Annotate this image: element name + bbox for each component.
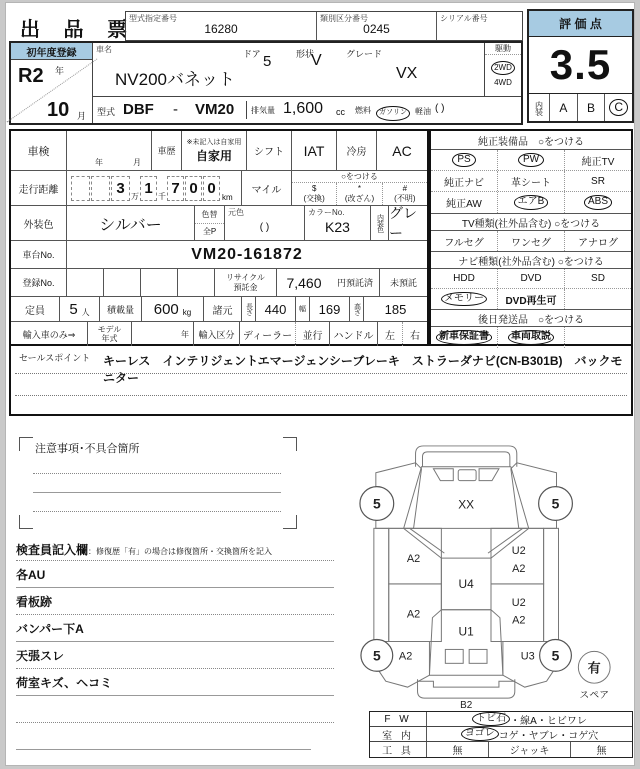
inspector-blank-line-2 [16,723,311,750]
mile-circle-note: ○をつける [292,171,427,183]
cooling-value: AC [376,131,427,170]
wheel-rear-right-grade: 5 [551,647,560,664]
equipment-genuine-aw: 純正AW [446,199,482,210]
main-table [9,129,429,346]
jack-label: ジャッキ [488,742,570,757]
displacement-value: 1,600 [283,100,324,117]
model-year-label: モデル 年式 [87,322,131,346]
vehicle-name-row [93,43,484,96]
mileage-sen-unit: 千 [158,192,166,201]
fw-label: F W [384,713,412,725]
model-designation-label: 型式指定番号 [129,14,177,23]
capacity-value: 5 [69,300,78,318]
room-circled-value: ヨゴレ [461,727,499,742]
mile-option-exchange: $ (交換) [303,184,325,203]
equipment-memory-selected: メモリー [431,289,497,309]
rear-door-right-code-2: A2 [512,614,526,627]
registration-blank-2 [103,269,140,296]
inspector-item-2: 看板跡 [16,588,334,615]
interior-color-value: グレー [388,206,427,240]
history-label: 車歴 [151,131,181,170]
capacity-unit: 人 [81,307,90,317]
reg-year-value: R2 [18,65,44,87]
model-label: 型式 [97,107,116,117]
first-registration-cell [11,43,93,123]
equipment-fullseg: フルセグ [444,237,484,249]
score-box [527,9,634,123]
mileage-unit: km [222,193,233,202]
inspector-subtitle: ：修復歴「有」の場合は修復箇所・交換箇所を記入 [88,547,273,556]
header-code-box [125,11,523,41]
class-section-cell [316,12,436,40]
model-designation-cell [126,12,316,40]
tail-lamp-left [445,649,463,663]
condition-table [369,711,633,758]
import-parallel: 並行 [295,322,329,346]
cowl-left [433,469,453,481]
inspector-item-5: 荷室キズ、ヘコミ [16,669,334,696]
equipment-leather-seat: 革シート [497,171,564,191]
equipment-ps-selected: PS [431,150,497,170]
interior-grade-c-selected: C [604,94,632,121]
color-no-label: カラーNo. [308,208,345,217]
side-rail-left [374,528,389,641]
history-note: ※未記入は自家用 [186,139,242,146]
notes-corner-tr [283,437,297,451]
score-value: 3.5 [549,41,612,88]
shape-value: V [311,52,322,69]
tailgate-panel [429,610,502,676]
equipment-analog: アナログ [564,231,631,251]
fuel-gasoline-selected: ガソリン [376,101,410,121]
rear-bumper-inner [418,681,515,687]
rear-door-right [491,584,544,642]
equipment-oneseg: ワンセグ [497,231,564,251]
mileage-digit-6: 0 [185,176,202,201]
interior-grade-a: A [549,94,577,121]
original-color-label: 元色 [228,208,244,217]
mileage-label: 走行距離 [18,184,59,196]
handle-left: 左 [377,322,402,346]
tail-lamp-right [469,649,487,663]
inspector-item-4: 天張スレ [16,642,334,669]
tool-label: 工 具 [382,746,414,757]
room-options: コゲ・ヤブレ・コゲ穴 [498,730,599,742]
equipment-sd: SD [564,269,631,288]
mileage-digit-3: 3 [111,176,130,201]
fuel-paren: ( ) [435,103,445,114]
notes-title: 注意事項･不具合箇所 [35,443,140,455]
capacity-label: 定員 [25,305,45,317]
page-title: 出 品 票 [20,19,137,41]
inspector-item-1: 各AU [16,561,334,588]
front-door-right-code-2: A2 [512,563,526,576]
equipment-abs-selected: ABS [564,192,631,213]
sales-points-box [9,346,633,416]
fuel-diesel: 軽油 [415,107,431,116]
room-value [426,727,632,741]
equipment-header-later-shipment: 後日発送品 ○をつける [431,309,631,327]
displacement-label: 排気量 [246,101,275,119]
import-dealer: ディーラー [239,322,295,346]
interior-grade-b: B [577,94,605,121]
a-pillar-left-inner [410,528,445,553]
door-label: ドア [243,49,261,59]
mile-option-tampered: * (改ざん) [336,183,381,205]
notes-line-1 [33,473,281,474]
rear-quarter-left-code: A2 [398,650,413,663]
rear-bumper-outline [418,679,515,698]
front-door-right-code-1: U2 [511,545,526,558]
displacement-unit: cc [336,107,345,117]
grade-value: VX [396,65,418,82]
mile-label: マイル [241,171,291,205]
original-color-cell [224,206,304,240]
rear-door-left-code: A2 [406,608,421,621]
front-bumper-outline [416,446,517,467]
equipment-genuine-tv: 純正TV [564,150,631,170]
cooling-label: 冷房 [336,131,376,170]
sales-points-label: セールスポイント [19,353,91,363]
sales-line-1 [15,373,627,374]
sales-line-2 [15,395,627,396]
mile-options [291,171,427,205]
equipment-header-navi-type: ナビ種類(社外品含む) ○をつける [431,251,631,269]
class-section-label: 類別区分番号 [320,14,368,23]
dimensions-label: 諸元 [203,297,241,321]
notes-line-3 [33,511,281,512]
reg-month-unit: 月 [77,111,87,121]
equipment-shipment-blank [564,327,631,348]
recycle-label: リサイクル 預託金 [214,269,276,296]
length-value: 440 [255,297,295,321]
length-label: 長さ [241,297,255,321]
load-label: 積載量 [99,297,141,321]
notes-corner-tl [19,437,33,451]
mile-option-unknown: # (不明) [382,183,427,205]
registration-blank-1 [66,269,103,296]
color-change-cell [194,206,224,240]
color-no-cell [304,206,370,240]
fw-circled-value: トビ石 [472,712,510,727]
all-paint-label: 全P [202,227,217,237]
car-damage-diagram [346,437,634,709]
equipment-dvd: DVD [497,269,564,288]
mileage-digits [66,171,241,205]
rear-quarter-right-code: U3 [520,650,535,663]
model-code2: VM20 [195,101,235,118]
side-rail-right [544,528,559,641]
wheel-front-left-grade: 5 [372,495,381,512]
shaken-year-unit: 年 [95,158,103,167]
interior-grade-label: 内装 [534,100,544,115]
fw-value [426,712,632,726]
width-value: 169 [309,297,349,321]
door-value: 5 [263,53,272,70]
mileage-digit-1 [71,176,90,201]
score-header: 評 価 点 [529,11,632,37]
drive-4wd: 4WD [494,78,512,87]
notes-corner-br [283,515,297,529]
original-color-paren: ( ) [259,221,270,233]
chassis-label: 車台No. [22,250,55,260]
equipment-header-genuine: 純正装備品 ○をつける [431,131,631,150]
equipment-manual-selected: 車両取説 [497,327,564,348]
model-year-blank: 年 [131,322,193,346]
model-dash: - [173,101,178,118]
import-only-label: 輸入車のみ⇒ [22,329,76,340]
load-value: 600 [153,300,179,318]
equipment-panel [429,129,633,346]
sales-points-text: キーレス インテリジェントエマージェンシーブレーキ ストラーダナビ(CN-B301B) バックモニター [103,354,623,385]
registration-no-label: 登録No. [22,278,55,288]
interior-color-label: 内装色 [370,206,388,240]
auction-sheet [5,2,635,766]
mileage-digit-4: 1 [140,176,157,201]
equipment-header-tv-type: TV種類(社外品含む) ○をつける [431,213,631,231]
equipment-sunroof: SR [564,171,631,191]
inspector-header [16,541,334,561]
load-cell [141,297,203,321]
equipment-warranty-selected: 新車保証書 [431,327,497,348]
handle-label: ハンドル [329,322,377,346]
vehicle-name-value: NV200バネット [115,70,235,89]
model-row [93,96,521,123]
history-value: 自家用 [195,149,232,163]
serial-cell [436,12,522,40]
inspector-title: 検査員記入欄 [16,543,89,557]
model-designation-value: 16280 [204,22,238,36]
registration-blank-3 [140,269,177,296]
serial-label: シリアル番号 [440,14,488,23]
grade-label: グレード [346,49,383,59]
color-no-value: K23 [325,219,350,235]
mileage-digit-2 [91,176,110,201]
exterior-color-label: 外装色 [23,219,54,231]
tool-value: 無 [426,742,488,757]
notes-corner-bl [19,515,33,529]
front-bumper-inner [422,452,509,467]
first-registration-label: 初年度登録 [11,43,92,60]
fuel-label: 燃料 [355,106,371,115]
recycle-amount: 7,460 [276,269,331,296]
capacity-cell [59,297,99,321]
rear-bumper-code: B2 [460,700,473,709]
drive-2wd-selected: 2WD [491,61,515,75]
handle-right: 右 [402,322,427,346]
mileage-digit-5: 7 [167,176,184,201]
registration-blank-4 [177,269,214,296]
wheel-front-right-grade: 5 [551,495,560,512]
cowl-center [458,470,476,481]
height-value: 185 [363,297,427,321]
mileage-man-unit: 万 [131,192,139,201]
equipment-hdd: HDD [453,273,475,284]
vehicle-block [9,41,523,125]
rear-door-right-code-1: U2 [511,596,526,609]
drive-cell [484,43,521,96]
equipment-dvd-playable: DVD再生可 [497,289,564,309]
inspector-blank-line-1 [16,696,334,723]
spare-label: スペア [579,690,610,702]
equipment-genuine-navi: 純正ナビ [444,177,484,189]
spare-value: 有 [587,660,601,676]
width-label: 幅 [295,297,309,321]
reg-month-value: 10 [47,99,70,121]
notes-line-2 [33,492,281,493]
shift-label: シフト [246,131,291,170]
equipment-airbag-selected: エアB [497,192,564,213]
cowl-right [479,469,499,481]
model-code1: DBF [123,101,154,118]
vehicle-name-label: 車名 [96,45,112,54]
shift-value: IAT [291,131,336,170]
equipment-navi-blank [564,289,631,309]
shaken-label: 車検 [27,145,50,158]
equipment-pw-selected: PW [497,150,564,170]
height-label: 高さ [349,297,363,321]
tailgate-code: U1 [458,624,474,639]
fw-options: ・線A・ヒビワレ [510,715,587,727]
drive-label: 駆動 [485,43,521,55]
jack-value: 無 [570,742,632,757]
reg-year-unit: 年 [55,66,65,76]
room-label: 室 内 [382,730,414,742]
roof-code: U4 [458,576,474,591]
chassis-value: VM20-161872 [66,241,427,268]
class-section-value: 0245 [363,22,390,36]
wheel-rear-left-grade: 5 [372,647,381,664]
inspector-item-3: バンパー下A [16,615,334,642]
recycle-deposited-label: 円預託済 [336,278,373,288]
shape-label: 形状 [296,49,315,59]
history-cell [181,131,246,170]
recycle-none-label: 未預託 [379,269,427,296]
mileage-digit-7: 0 [203,176,220,201]
notes-box [19,437,297,529]
load-unit: kg [182,307,192,317]
import-type-label: 輸入区分 [193,322,239,346]
inspector-section [16,541,334,750]
exterior-color-value: シルバー [66,206,194,240]
front-door-left-code: A2 [406,553,421,566]
windshield-code: XX [458,497,475,512]
shaken-date-cell [66,131,151,170]
shaken-month-unit: 月 [133,158,141,167]
color-change-label: 色替 [195,206,224,224]
